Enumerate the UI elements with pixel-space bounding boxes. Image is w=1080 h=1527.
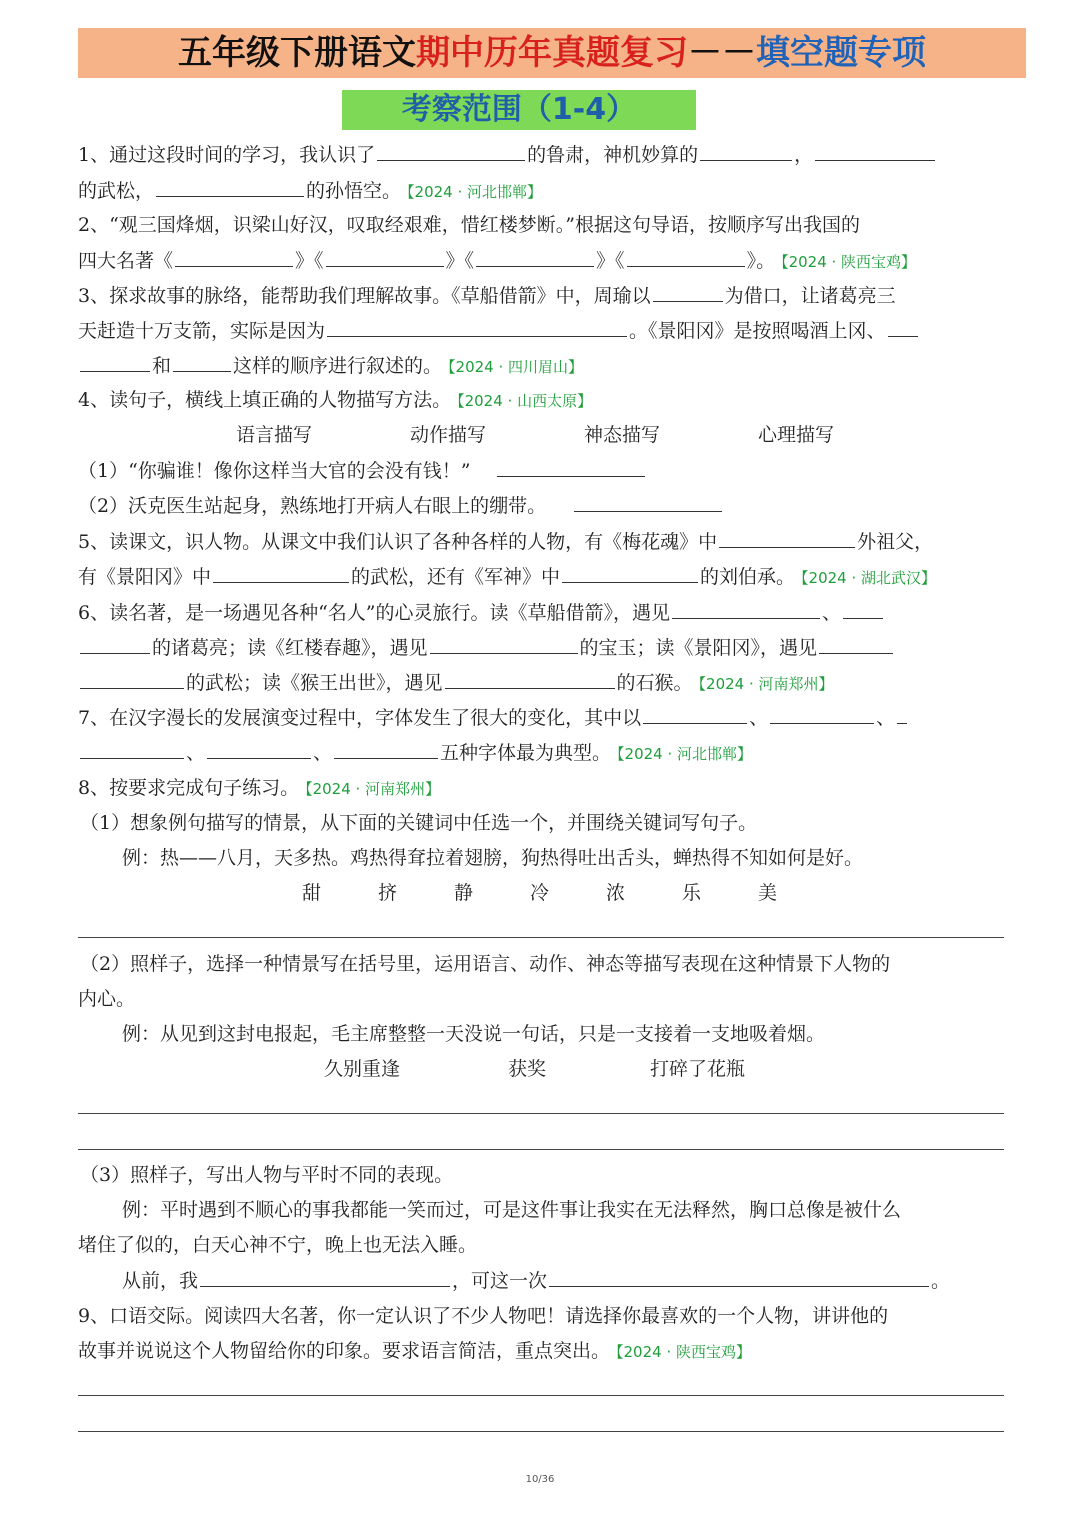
blank[interactable] bbox=[843, 600, 883, 619]
keyword-2: 挤 bbox=[378, 882, 398, 904]
scene-1: 久别重逢 bbox=[324, 1058, 401, 1080]
question-5-line1: 5、读课文，识人物。从课文中我们认识了各种各样的人物，有《梅花魂》中 外祖父， bbox=[78, 531, 934, 553]
blank[interactable] bbox=[897, 705, 907, 724]
keyword-1: 甜 bbox=[302, 882, 322, 904]
question-8-sub3-example-line1: 例：平时遇到不顺心的事我都能一笑而过，可是这件事让我实在无法释然，胸口总像是被什么 bbox=[122, 1199, 902, 1221]
question-3-line2: 天赶造十万支箭，实际是因为 。《景阳冈》是按照喝酒上冈、 bbox=[78, 318, 1008, 343]
question-8-title: 8、按要求完成句子练习。 【2024 · 河南郑州】 bbox=[78, 777, 441, 799]
question-8-sub3-answer: 从前，我 ，可这一次 。 bbox=[122, 1270, 951, 1292]
question-4-title: 4、读句子，横线上填正确的人物描写方法。 【2024 · 山西太原】 bbox=[78, 389, 593, 411]
blank[interactable] bbox=[643, 705, 747, 724]
blank[interactable] bbox=[700, 142, 792, 161]
source-tag: 【2024 · 河南郑州】 bbox=[698, 675, 834, 693]
title-exam: 期中历年真题复习 bbox=[416, 33, 688, 73]
source-tag: 【2024 · 河北邯郸】 bbox=[617, 745, 753, 763]
blank[interactable] bbox=[326, 248, 444, 267]
source-tag: 【2024 · 河北邯郸】 bbox=[407, 183, 543, 201]
blank[interactable] bbox=[207, 740, 311, 759]
title-topic: 填空题专项 bbox=[756, 33, 926, 73]
blank[interactable] bbox=[497, 458, 645, 477]
source-tag: 【2024 · 湖北武汉】 bbox=[801, 569, 937, 587]
option-1: 语言描写 bbox=[236, 424, 313, 446]
blank[interactable] bbox=[213, 564, 349, 583]
title-dash: －－ bbox=[688, 33, 756, 73]
blank[interactable] bbox=[430, 635, 578, 654]
blank[interactable] bbox=[888, 318, 918, 337]
question-1-line1: 1、通过这段时间的学习，我认识了 的鲁肃，神机妙算的 ， bbox=[78, 142, 1008, 167]
blank[interactable] bbox=[549, 1268, 929, 1287]
option-4: 心理描写 bbox=[758, 424, 835, 446]
question-7-line2: 、 、 五种字体最为典型。 【2024 · 河北邯郸】 bbox=[78, 740, 1008, 766]
blank[interactable] bbox=[80, 670, 184, 689]
question-8-sub1: （1）想象例句描写的情景，从下面的关键词中任选一个，并围绕关键词写句子。 bbox=[80, 812, 758, 834]
question-3-line3: 和 这样的顺序进行叙述的。 【2024 · 四川眉山】 bbox=[78, 353, 1008, 379]
blank[interactable] bbox=[719, 529, 855, 548]
blank[interactable] bbox=[175, 248, 293, 267]
blank[interactable] bbox=[173, 353, 231, 372]
question-6-line2: 的诸葛亮；读《红楼春趣》，遇见 的宝玉；读《景阳冈》，遇见 bbox=[78, 635, 1008, 660]
title-grade: 五年级下册语文 bbox=[178, 33, 416, 73]
source-tag: 【2024 · 河南郑州】 bbox=[305, 780, 441, 798]
answer-line[interactable] bbox=[78, 937, 1004, 938]
question-2-line2: 四大名著《 》《 》《 》《 》。 【2024 · 陕西宝鸡】 bbox=[78, 250, 917, 272]
question-8-sub2-example: 例：从见到这封电报起，毛主席整整一天没说一句话，只是一支接着一支地吸着烟。 bbox=[122, 1023, 826, 1045]
question-6-line3: 的武松；读《猴王出世》，遇见 的石猴。 【2024 · 河南郑州】 bbox=[78, 670, 1008, 696]
blank[interactable] bbox=[627, 248, 745, 267]
answer-line[interactable] bbox=[78, 1149, 1004, 1150]
keyword-3: 静 bbox=[454, 882, 474, 904]
blank[interactable] bbox=[445, 670, 615, 689]
blank[interactable] bbox=[672, 600, 820, 619]
question-8-sub1-example: 例：热——八月，天多热。鸡热得耷拉着翅膀，狗热得吐出舌头，蝉热得不知如何是好。 bbox=[122, 847, 864, 869]
question-8-sub2-line1: （2）照样子，选择一种情景写在括号里，运用语言、动作、神态等描写表现在这种情景下人物的 bbox=[80, 953, 891, 975]
source-tag: 【2024 · 四川眉山】 bbox=[448, 358, 584, 376]
worksheet-title bbox=[78, 28, 1026, 78]
keyword-7: 美 bbox=[758, 882, 778, 904]
blank[interactable] bbox=[327, 318, 627, 337]
blank[interactable] bbox=[819, 635, 893, 654]
blank[interactable] bbox=[156, 178, 304, 197]
question-9-line2: 故事并说说这个人物留给你的印象。要求语言简洁，重点突出。 【2024 · 陕西宝鸡】 bbox=[78, 1340, 751, 1362]
question-8-sub2-line2: 内心。 bbox=[78, 988, 136, 1010]
keyword-6: 乐 bbox=[682, 882, 702, 904]
answer-line[interactable] bbox=[78, 1113, 1004, 1114]
option-2: 动作描写 bbox=[410, 424, 487, 446]
page-number: 10/36 bbox=[525, 1474, 555, 1485]
blank[interactable] bbox=[80, 740, 184, 759]
question-6-line1: 6、读名著，是一场遇见各种“名人”的心灵旅行。读《草船借箭》，遇见 、 bbox=[78, 600, 1008, 625]
blank[interactable] bbox=[80, 353, 150, 372]
question-4-sub2: （2）沃克医生站起身，熟练地打开病人右眼上的绷带。 bbox=[78, 493, 1008, 518]
source-tag: 【2024 · 山西太原】 bbox=[457, 392, 593, 410]
blank[interactable] bbox=[574, 493, 722, 512]
blank[interactable] bbox=[80, 635, 150, 654]
blank[interactable] bbox=[334, 740, 438, 759]
source-tag: 【2024 · 陕西宝鸡】 bbox=[616, 1343, 751, 1361]
question-7-line1: 7、在汉字漫长的发展演变过程中，字体发生了很大的变化，其中以 、 、 bbox=[78, 705, 1008, 730]
scope-banner: 考察范围（1-4） bbox=[342, 90, 696, 130]
source-tag: 【2024 · 陕西宝鸡】 bbox=[781, 253, 917, 271]
question-3-line1: 3、探求故事的脉络，能帮助我们理解故事。《草船借箭》中，周瑜以 为借口，让诸葛亮三 bbox=[78, 285, 896, 307]
blank[interactable] bbox=[815, 142, 935, 161]
answer-line[interactable] bbox=[78, 1395, 1004, 1396]
option-3: 神态描写 bbox=[584, 424, 661, 446]
blank[interactable] bbox=[476, 248, 594, 267]
keyword-4: 冷 bbox=[530, 882, 550, 904]
blank[interactable] bbox=[562, 564, 698, 583]
scene-3: 打碎了花瓶 bbox=[650, 1058, 746, 1080]
question-5-line2: 有《景阳冈》中 的武松，还有《军神》中 的刘伯承。 【2024 · 湖北武汉】 bbox=[78, 566, 937, 588]
blank[interactable] bbox=[770, 705, 874, 724]
question-8-sub3-example-line2: 堵住了似的，白天心神不宁，晚上也无法入睡。 bbox=[78, 1234, 478, 1256]
question-9-line1: 9、口语交际。阅读四大名著，你一定认识了不少人物吧！请选择你最喜欢的一个人物，讲讲他的 bbox=[78, 1305, 889, 1327]
scene-2: 获奖 bbox=[508, 1058, 547, 1080]
keyword-5: 浓 bbox=[606, 882, 626, 904]
question-8-sub3: （3）照样子，写出人物与平时不同的表现。 bbox=[80, 1164, 454, 1186]
question-2-line1: 2、“观三国烽烟，识梁山好汉，叹取经艰难，惜红楼梦断。”根据这句导语，按顺序写出我国的 bbox=[78, 214, 861, 236]
blank[interactable] bbox=[377, 142, 525, 161]
answer-line[interactable] bbox=[78, 1431, 1004, 1432]
blank[interactable] bbox=[653, 283, 723, 302]
blank[interactable] bbox=[200, 1268, 450, 1287]
question-4-sub1: （1）“你骗谁！像你这样当大官的会没有钱！” bbox=[78, 458, 1008, 483]
question-1-line2: 的武松， 的孙悟空。 【2024 · 河北邯郸】 bbox=[78, 180, 543, 202]
